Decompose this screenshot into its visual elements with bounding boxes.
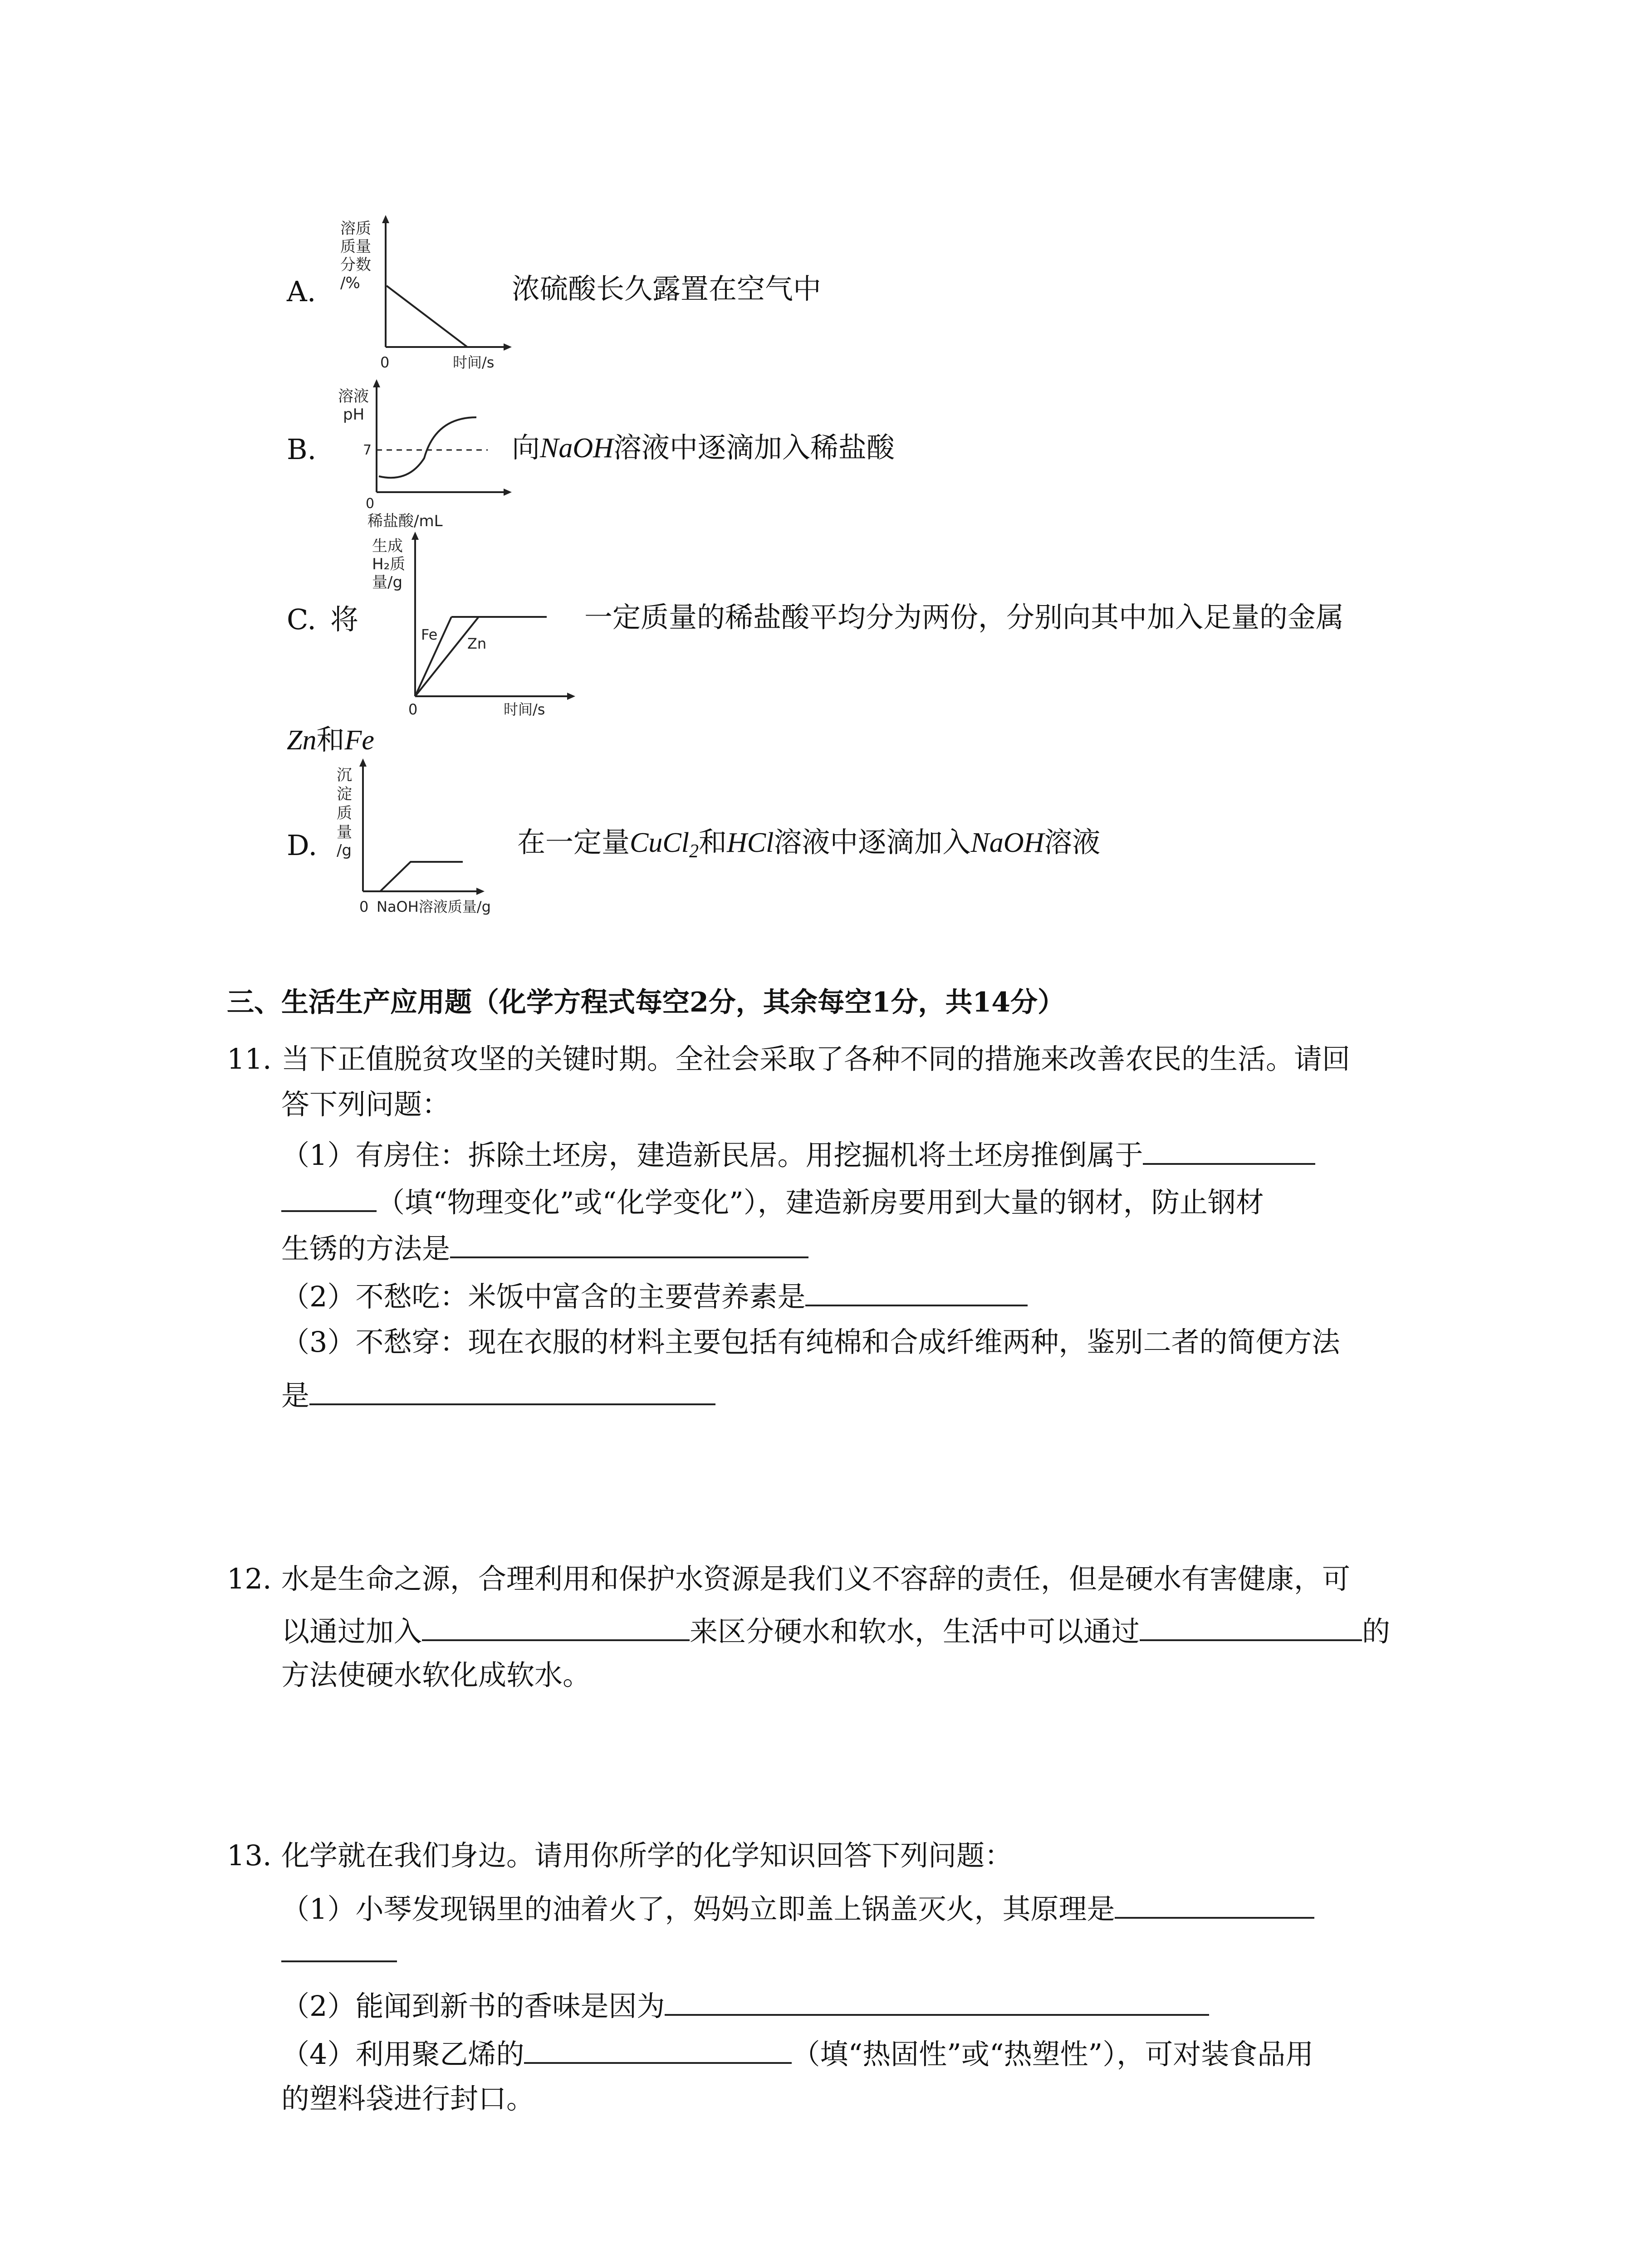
- q11-part2: （2）不愁吃：米饭中富含的主要营养素是: [281, 1278, 1028, 1311]
- graph-b-origin: 0: [366, 496, 375, 512]
- option-a-desc: 浓硫酸长久露置在空气中: [512, 272, 822, 305]
- graph-a-y-arrow: [382, 215, 389, 223]
- graph-c-ylabel-2: H₂质: [372, 555, 406, 573]
- q12-blank-1[interactable]: [422, 1613, 690, 1641]
- q11-blank-3[interactable]: [805, 1278, 1028, 1306]
- q13-part1: （1）小琴发现锅里的油着火了，妈妈立即盖上锅盖灭火，其原理是: [281, 1891, 1314, 1923]
- q12-line2: 以通过加入 来区分硬水和软水，生活中可以通过 的: [281, 1613, 1390, 1646]
- q11-blank-4[interactable]: [309, 1377, 715, 1405]
- graph-c-ylabel-1: 生成: [372, 537, 403, 555]
- q11-stem-line2: 答下列问题：: [281, 1088, 451, 1121]
- q12-line3: 方法使硬水软化成软水。: [281, 1658, 591, 1691]
- graph-d-ylabel-1: 沉: [337, 766, 352, 784]
- graph-d-xlabel: NaOH溶液质量/g: [377, 898, 491, 915]
- graph-d-y-arrow: [359, 758, 367, 767]
- graph-c-x-arrow: [567, 693, 575, 700]
- q11-blank-1a[interactable]: [1143, 1137, 1315, 1165]
- q11-part3-line1: （3）不愁穿：现在衣服的材料主要包括有纯棉和合成纤维两种，鉴别二者的简便方法: [281, 1325, 1340, 1359]
- q11-blank-1b[interactable]: [281, 1184, 377, 1212]
- graph-a-ylabel-1: 溶质: [340, 220, 371, 238]
- graph-d-ylabel-5: /g: [337, 841, 352, 860]
- graph-c-ylabel-3: 量/g: [372, 573, 403, 591]
- graph-d-ylabel-3: 质: [337, 804, 352, 822]
- q11-stem-line1: 当下正值脱贫攻坚的关键时期。全社会采取了各种不同的措施来改善农民的生活。请回: [281, 1042, 1351, 1075]
- graph-c-y-arrow: [411, 532, 419, 540]
- graph-d-line: [364, 862, 463, 891]
- option-d-desc: 在一定量CuCl$_2$和HCl溶液中逐滴加入NaOH溶液: [517, 826, 1101, 862]
- q11-part1-line3: 生锈的方法是: [281, 1230, 808, 1263]
- q11-number: 11.: [227, 1042, 272, 1075]
- q11-part1-line2: （填“物理变化”或“化学变化”），建造新房要用到大量的钢材，防止钢材: [281, 1184, 1264, 1217]
- graph-b-ylabel-1: 溶液: [338, 387, 369, 406]
- option-c-desc-cont: Zn和Fe: [287, 723, 374, 756]
- graph-a: [327, 218, 517, 381]
- q13-stem: 化学就在我们身边。请用你所学的化学知识回答下列问题：: [281, 1839, 1013, 1872]
- q11-blank-2[interactable]: [450, 1230, 808, 1258]
- section-title: 三、生活生产应用题（化学方程式每空2分，其余每空1分，共14分）: [227, 987, 1065, 1018]
- q13-blank-1b[interactable]: [281, 1960, 397, 1962]
- q13-part2: （2）能闻到新书的香味是因为: [281, 1988, 1209, 2020]
- graph-c-series-fe: Fe: [421, 626, 438, 643]
- graph-b-xlabel: 稀盐酸/mL: [367, 512, 443, 530]
- q12-line1: 水是生命之源，合理利用和保护水资源是我们义不容辞的责任，但是硬水有害健康，可: [281, 1562, 1351, 1595]
- option-b-desc: 向NaOH溶液中逐滴加入稀盐酸: [512, 431, 895, 464]
- graph-d-ylabel-4: 量: [337, 823, 352, 841]
- graph-c-series-zn: Zn: [467, 635, 487, 652]
- graph-a-ylabel-4: /%: [340, 274, 360, 292]
- option-b-letter: B.: [287, 433, 317, 466]
- graph-a-x-arrow: [504, 343, 512, 351]
- graph-b: [327, 386, 517, 531]
- graph-d-x-arrow: [476, 888, 485, 895]
- graph-a-ylabel-3: 分数: [340, 256, 371, 274]
- q12-number: 12.: [227, 1562, 272, 1595]
- graph-b-ylabel-2: pH: [343, 406, 365, 424]
- option-a-letter: A.: [287, 275, 316, 308]
- q13-blank-1a[interactable]: [1115, 1891, 1314, 1919]
- q11-part3-line2: 是: [281, 1377, 715, 1410]
- graph-a-xlabel: 时间/s: [453, 354, 495, 371]
- graph-c-xlabel: 时间/s: [504, 701, 545, 718]
- q12-blank-2[interactable]: [1140, 1613, 1362, 1641]
- option-c-word: 将: [330, 603, 359, 636]
- q13-part4-line2: 的塑料袋进行封口。: [281, 2082, 535, 2115]
- graph-b-curve: [379, 417, 476, 478]
- graph-b-x-arrow: [504, 489, 512, 496]
- option-c-letter: C.: [287, 603, 316, 636]
- graph-c: [354, 535, 581, 726]
- q13-part4-line1: （4）利用聚乙烯的 （填“热固性”或“热塑性”），可对装食品用: [281, 2036, 1313, 2068]
- graph-b-ytick-7: 7: [363, 442, 372, 458]
- option-c-desc: 一定质量的稀盐酸平均分为两份，分别向其中加入足量的金属: [584, 601, 1344, 634]
- q13-blank-4[interactable]: [524, 2036, 792, 2064]
- option-d-letter: D.: [287, 829, 318, 862]
- graph-d-ylabel-2: 淀: [337, 785, 352, 803]
- graph-d-origin: 0: [359, 898, 369, 915]
- graph-a-line: [387, 286, 467, 347]
- graph-a-origin: 0: [380, 354, 390, 371]
- graph-c-origin: 0: [408, 701, 418, 718]
- q13-blank-2[interactable]: [665, 1988, 1209, 2016]
- q11-part1-line1: （1）有房住：拆除土坯房，建造新民居。用挖掘机将土坯房推倒属于: [281, 1137, 1315, 1169]
- graph-a-ylabel-2: 质量: [340, 238, 371, 256]
- q13-number: 13.: [227, 1839, 272, 1872]
